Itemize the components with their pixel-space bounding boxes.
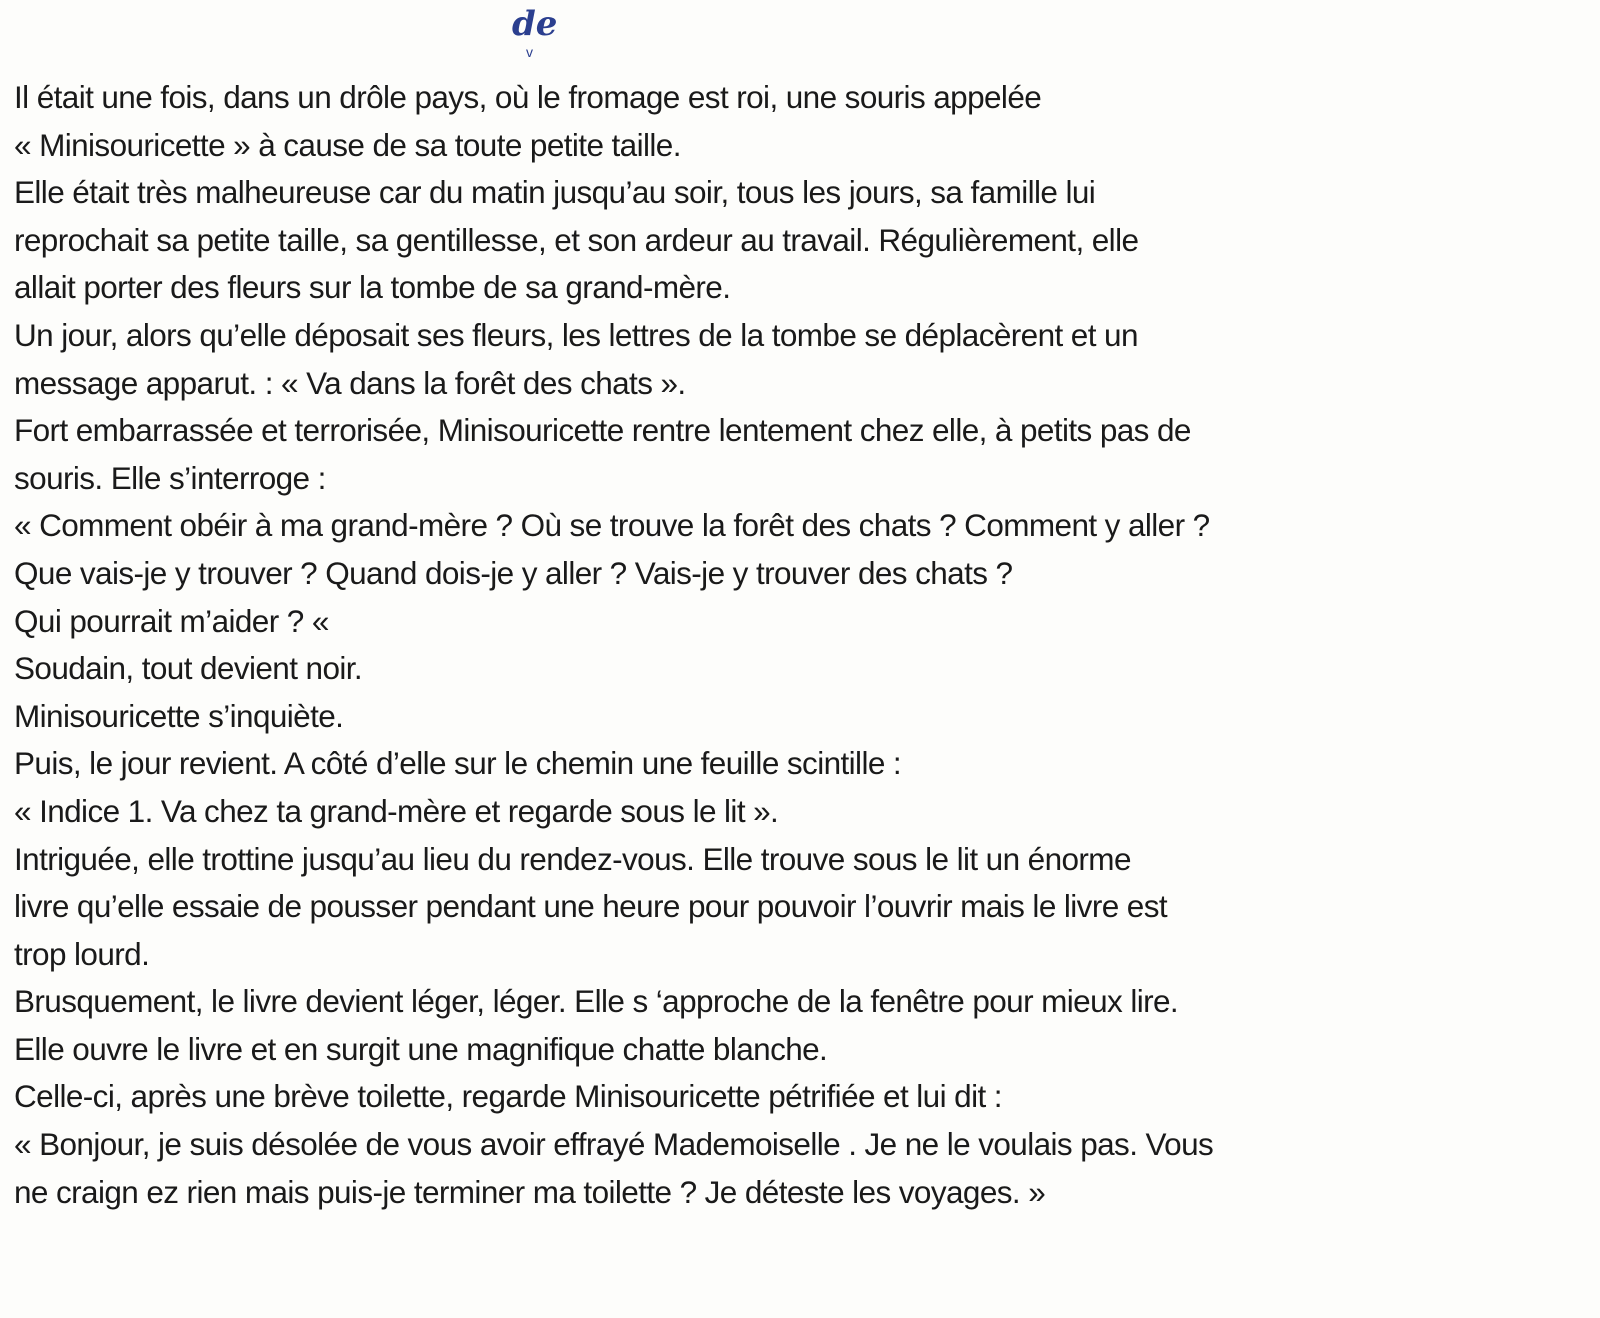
text-line: ne craign ez rien mais puis-je terminer ma toilette ? Je déteste les voyages. » xyxy=(14,1173,1046,1210)
text-line: Celle-ci, après une brève toilette, regarde Minisouricette pétrifiée et lui dit : xyxy=(14,1078,1002,1115)
insertion-caret: v xyxy=(526,44,533,60)
handwritten-annotation: de xyxy=(512,4,558,44)
text-line: message apparut. : « Va dans la forêt des chats ». xyxy=(14,364,686,401)
text-line: trop lourd. xyxy=(14,935,150,972)
text-line: Un jour, alors qu’elle déposait ses fleurs, les lettres de la tombe se déplacèrent et un xyxy=(14,316,1138,353)
story-text xyxy=(14,74,1213,1216)
text-line: Que vais-je y trouver ? Quand dois-je y aller ? Vais-je y trouver des chats ? xyxy=(14,554,1013,591)
text-line: Soudain, tout devient noir. xyxy=(14,650,363,687)
text-line: Puis, le jour revient. A côté d’elle sur le chemin une feuille scintille : xyxy=(14,745,902,782)
text-line: Il était une fois, dans un drôle pays, où le fromage est roi, une souris appelée xyxy=(14,79,1042,115)
text-line: souris. Elle s’interroge : xyxy=(14,459,326,496)
text-line: allait porter des fleurs sur la tombe de sa grand-mère. xyxy=(14,269,731,306)
text-line: Minisouricette s’inquiète. xyxy=(14,697,344,734)
text-line: « Minisouricette » à cause de sa toute petite taille. xyxy=(14,126,681,163)
text-line: Fort embarrassée et terrorisée, Minisouricette rentre lentement chez elle, à petits pas de xyxy=(14,412,1191,449)
text-line: Elle ouvre le livre et en surgit une magnifique chatte blanche. xyxy=(14,1030,828,1067)
text-line: livre qu’elle essaie de pousser pendant une heure pour pouvoir l’ouvrir mais le livre est xyxy=(14,888,1168,925)
text-line: « Bonjour, je suis désolée de vous avoir effrayé Mademoiselle . Je ne le voulais pas. Vous xyxy=(14,1126,1214,1163)
text-line: reprochait sa petite taille, sa gentillesse, et son ardeur au travail. Régulièrement, elle xyxy=(14,221,1139,258)
text-line: Intriguée, elle trottine jusqu’au lieu du rendez-vous. Elle trouve sous le lit un énorme xyxy=(14,840,1131,877)
text-line: Elle était très malheureuse car du matin jusqu’au soir, tous les jours, sa famille lui xyxy=(14,174,1096,211)
text-line: « Indice 1. Va chez ta grand-mère et regarde sous le lit ». xyxy=(14,792,779,829)
text-line: « Comment obéir à ma grand-mère ? Où se trouve la forêt des chats ? Comment y aller ? xyxy=(14,507,1210,544)
text-line: Brusquement, le livre devient léger, léger. Elle s ‘approche de la fenêtre pour mieux lire. xyxy=(14,983,1179,1020)
text-line: Qui pourrait m’aider ? « xyxy=(14,602,329,639)
